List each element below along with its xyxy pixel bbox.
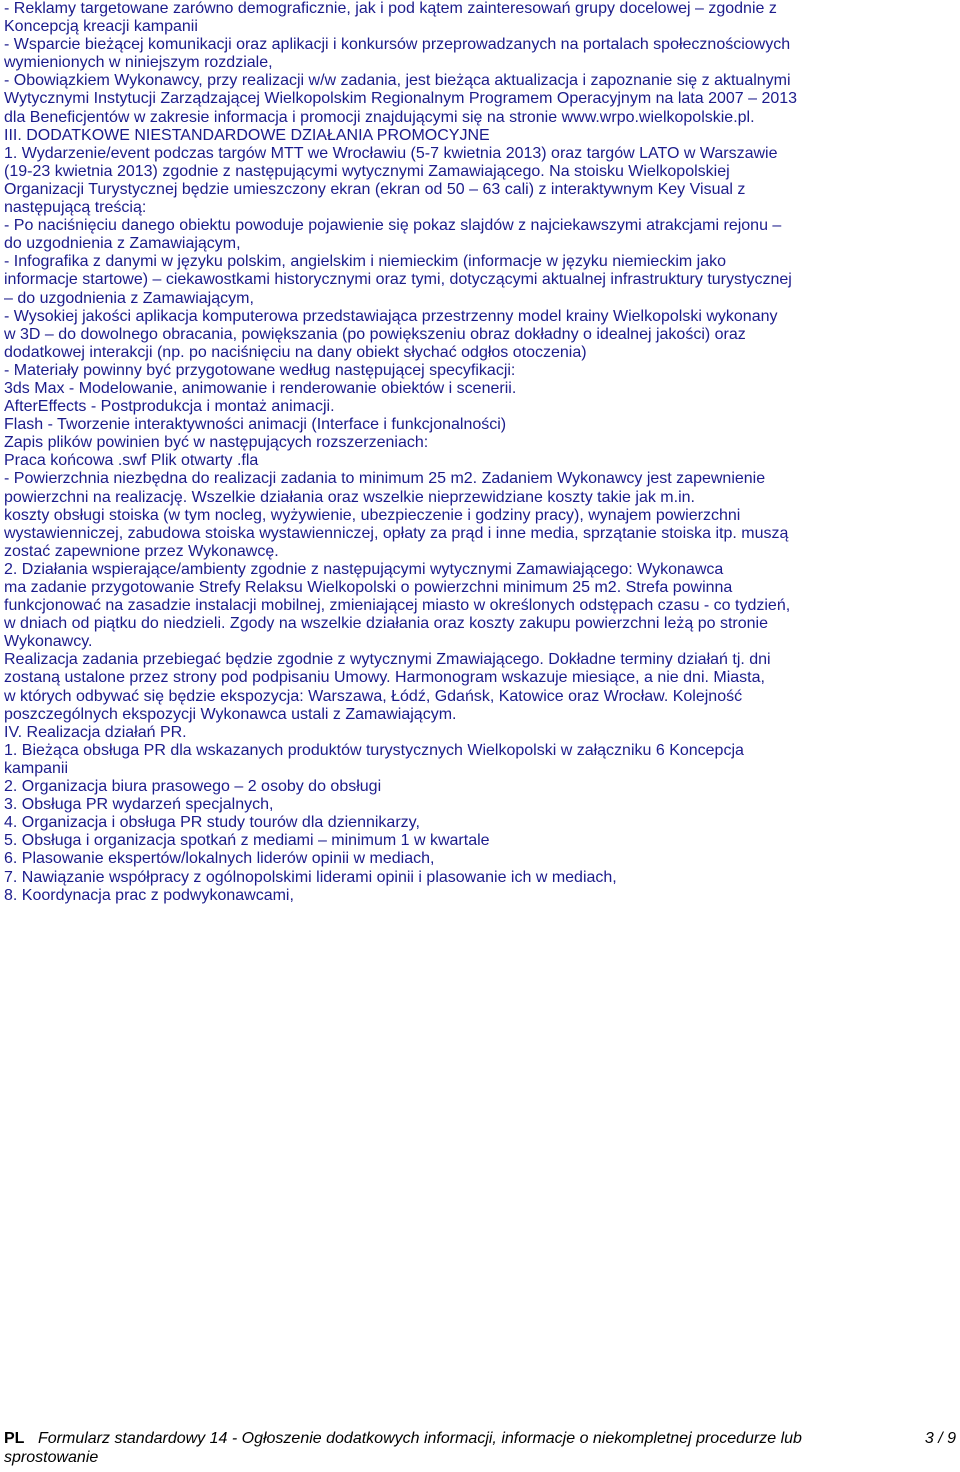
text-line: 7. Nawiązanie współpracy z ogólnopolskimi liderami opinii i plasowanie ich w mediach, (4, 868, 617, 886)
text-line: funkcjonować na zasadzie instalacji mobilnej, zmieniającej miasto w określonych odstępach czasu - co tydzień, (4, 597, 791, 615)
text-line: dla Beneficjentów w zakresie informacja i promocji znajdującymi się na stronie www.wrpo.wielkopolskie.pl. (4, 108, 755, 126)
document-body (4, 0, 956, 905)
text-line: 3. Obsługa PR wydarzeń specjalnych, (4, 796, 274, 814)
text-line: 3ds Max - Modelowanie, animowanie i renderowanie obiektów i scenerii. (4, 379, 517, 397)
text-line: informacje startowe) – ciekawostkami historycznymi oraz tymi, dotyczącymi aktualnej infrastruktury turystycznej (4, 271, 792, 289)
section-heading: III. DODATKOWE NIESTANDARDOWE DZIAŁANIA PROMOCYJNE (4, 126, 490, 144)
text-line: - Po naciśnięciu danego obiektu powoduje pojawienie się pokaz slajdów z najciekawszymi atrakcjami rejonu – (4, 217, 782, 235)
text-line: Realizacja zadania przebiegać będzie zgodnie z wytycznymi Zmawiającego. Dokładne terminy działań tj. dni (4, 651, 771, 669)
text-line: wymienionych w niniejszym rozdziale, (4, 54, 273, 72)
text-line: 5. Obsługa i organizacja spotkań z mediami – minimum 1 w kwartale (4, 832, 490, 850)
text-line: - Wsparcie bieżącej komunikacji oraz aplikacji i konkursów przeprowadzanych na portalach społecznościowych (4, 36, 791, 54)
text-line: Praca końcowa .swf Plik otwarty .fla (4, 452, 259, 470)
text-line: do uzgodnienia z Zamawiającym, (4, 235, 241, 253)
text-line: - Infografika z danymi w języku polskim, angielskim i niemieckim (informacje w języku niemieckim jako (4, 253, 726, 271)
text-line: Flash - Tworzenie interaktywności animacji (Interface i funkcjonalności) (4, 416, 507, 434)
text-line: 6. Plasowanie ekspertów/lokalnych liderów opinii w mediach, (4, 850, 435, 868)
text-line: - Reklamy targetowane zarówno demograficznie, jak i pod kątem zainteresowań grupy docelowej – zgodnie z (4, 0, 777, 17)
text-line: Organizacji Turystycznej będzie umieszczony ekran (ekran od 50 – 63 cali) z interaktywnym Key Visual z (4, 180, 746, 198)
text-line: 1. Wydarzenie/event podczas targów MTT we Wrocławiu (5-7 kwietnia 2013) oraz targów LATO w Warszawie (4, 144, 778, 162)
text-line: dodatkowej interakcji (np. po naciśnięciu na dany obiekt słychać odgłos otoczenia) (4, 343, 587, 361)
text-line: poszczególnych ekspozycji Wykonawca ustali z Zamawiającym. (4, 705, 457, 723)
text-line: Koncepcją kreacji kampanii (4, 18, 198, 36)
text-line: Wykonawcy. (4, 633, 93, 651)
text-line: - Materiały powinny być przygotowane według następującej specyfikacji: (4, 361, 516, 379)
text-line: zostaną ustalone przez strony pod podpisaniu Umowy. Harmonogram wskazuje miesiące, a nie dni. Miasta, (4, 669, 765, 687)
text-line: zostać zapewnione przez Wykonawcę. (4, 542, 279, 560)
text-line: - Powierzchnia niezbędna do realizacji zadania to minimum 25 m2. Zadaniem Wykonawcy jest zapewnienie (4, 470, 766, 488)
text-line: 2. Organizacja biura prasowego – 2 osoby do obsługi (4, 778, 382, 796)
section-heading: IV. Realizacja działań PR. (4, 723, 187, 741)
text-line: wystawienniczej, zabudowa stoiska wystawienniczej, opłaty za prąd i inne media, sprzątanie stoiska itp. muszą (4, 524, 789, 542)
text-line: - Wysokiej jakości aplikacja komputerowa przedstawiająca przestrzenny model krainy Wielkopolski wykonany (4, 307, 778, 325)
text-line: 4. Organizacja i obsługa PR study tourów dla dziennikarzy, (4, 814, 420, 832)
text-line: 2. Działania wspierające/ambienty zgodnie z następującymi wytycznymi Zamawiającego: Wykonawca (4, 560, 724, 578)
text-line: ma zadanie przygotowanie Strefy Relaksu Wielkopolski o powierzchni minimum 25 m2. Strefa powinna (4, 579, 733, 596)
text-line: Zapis plików powinien być w następujących rozszerzeniach: (4, 434, 429, 452)
text-line: koszty obsługi stoiska (w tym nocleg, wyżywienie, ubezpieczenie i godziny pracy), wynajem powierzchni (4, 506, 741, 524)
text-line: w których odbywać się będzie ekspozycja: Warszawa, Łódź, Gdańsk, Katowice oraz Wrocław. Kolejność (4, 687, 743, 705)
text-line: w dniach od piątku do niedzieli. Zgody na wszelkie działania oraz koszty zakupu powierzchni leżą po stronie (4, 615, 768, 633)
footer-form-title-continued: sprostowanie (4, 1449, 99, 1466)
text-line: powierzchni na realizację. Wszelkie działania oraz wszelkie nieprzewidziane koszty takie jak m.in. (4, 488, 695, 506)
text-line: AfterEffects - Postprodukcja i montaż animacji. (4, 398, 335, 416)
text-line: (19-23 kwietnia 2013) zgodnie z następującymi wytycznymi Zamawiającego. Na stoisku Wielkopolskiej (4, 162, 730, 180)
footer-language: PL (4, 1430, 25, 1447)
text-line: 1. Bieżąca obsługa PR dla wskazanych produktów turystycznych Wielkopolski w załączniku 6 Koncepcja (4, 741, 744, 759)
text-line: – do uzgodnienia z Zamawiającym, (4, 289, 254, 307)
text-line: 8. Koordynacja prac z podwykonawcami, (4, 886, 294, 904)
text-line: Wytycznymi Instytucji Zarządzającej Wielkopolskim Regionalnym Programem Operacyjnym na lata 2007 – 2013 (4, 90, 798, 108)
page-footer (4, 1429, 956, 1469)
text-line: następującą treścią: (4, 199, 147, 217)
text-line: kampanii (4, 759, 69, 777)
footer-form-title: Formularz standardowy 14 - Ogłoszenie dodatkowych informacji, informacje o niekompletnej procedurze lub (38, 1430, 802, 1447)
text-line: w 3D – do dowolnego obracania, powiększania (po powiększeniu obraz dokładny o idealnej jakości) oraz (4, 325, 746, 343)
footer-page-number: 3 / 9 (924, 1430, 956, 1447)
text-line: - Obowiązkiem Wykonawcy, przy realizacji w/w zadania, jest bieżąca aktualizacja i zapoznanie się z aktualnymi (4, 72, 791, 90)
